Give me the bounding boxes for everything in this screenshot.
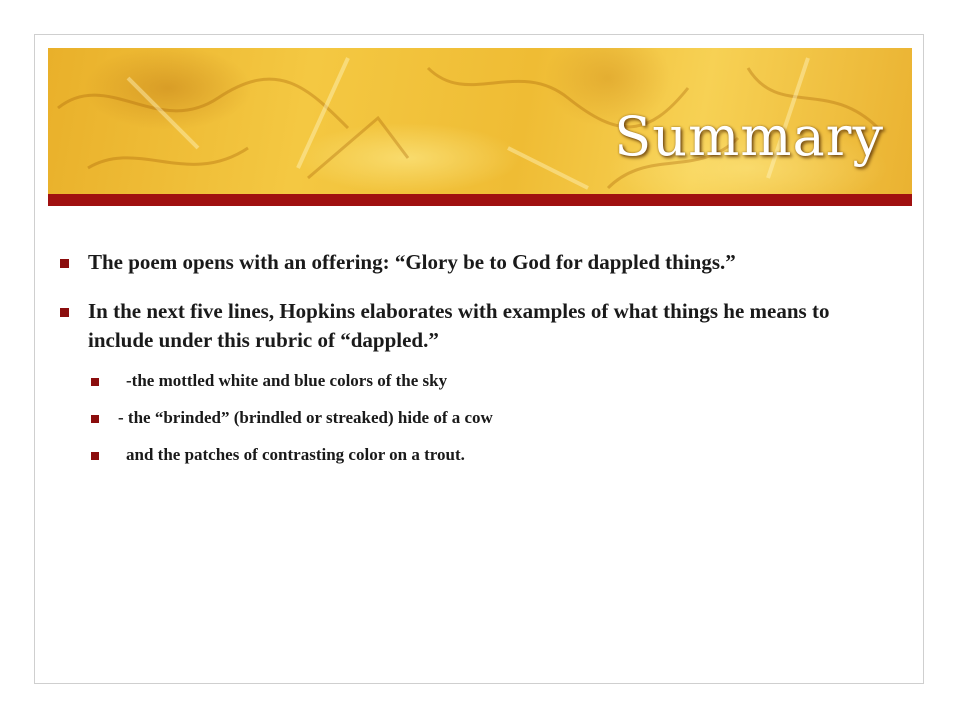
sub-bullet-item xyxy=(60,369,860,393)
sub-bullet-item xyxy=(60,443,860,467)
title-banner xyxy=(48,48,912,194)
sub-bullet-list xyxy=(60,369,860,467)
bullet-text: In the next five lines, Hopkins elaborates with examples of what things he means to include under this rubric of “dappled.” xyxy=(88,299,830,352)
bullet-item xyxy=(60,248,860,277)
slide-body xyxy=(60,248,860,480)
bullet-item xyxy=(60,297,860,355)
square-bullet-icon xyxy=(91,415,99,423)
bullet-text: The poem opens with an offering: “Glory be to God for dappled things.” xyxy=(88,250,736,274)
square-bullet-icon xyxy=(91,378,99,386)
title-underline-bar xyxy=(48,194,912,206)
sub-bullet-text: -the mottled white and blue colors of the sky xyxy=(126,371,448,390)
sub-bullet-text: and the patches of contrasting color on a trout. xyxy=(126,445,465,464)
square-bullet-icon xyxy=(60,308,69,317)
sub-bullet-text: - the “brinded” (brindled or streaked) hide of a cow xyxy=(118,408,493,427)
slide-title: Summary xyxy=(614,105,884,168)
square-bullet-icon xyxy=(91,452,99,460)
square-bullet-icon xyxy=(60,259,69,268)
bullet-list xyxy=(60,248,860,355)
sub-bullet-item xyxy=(60,406,860,430)
